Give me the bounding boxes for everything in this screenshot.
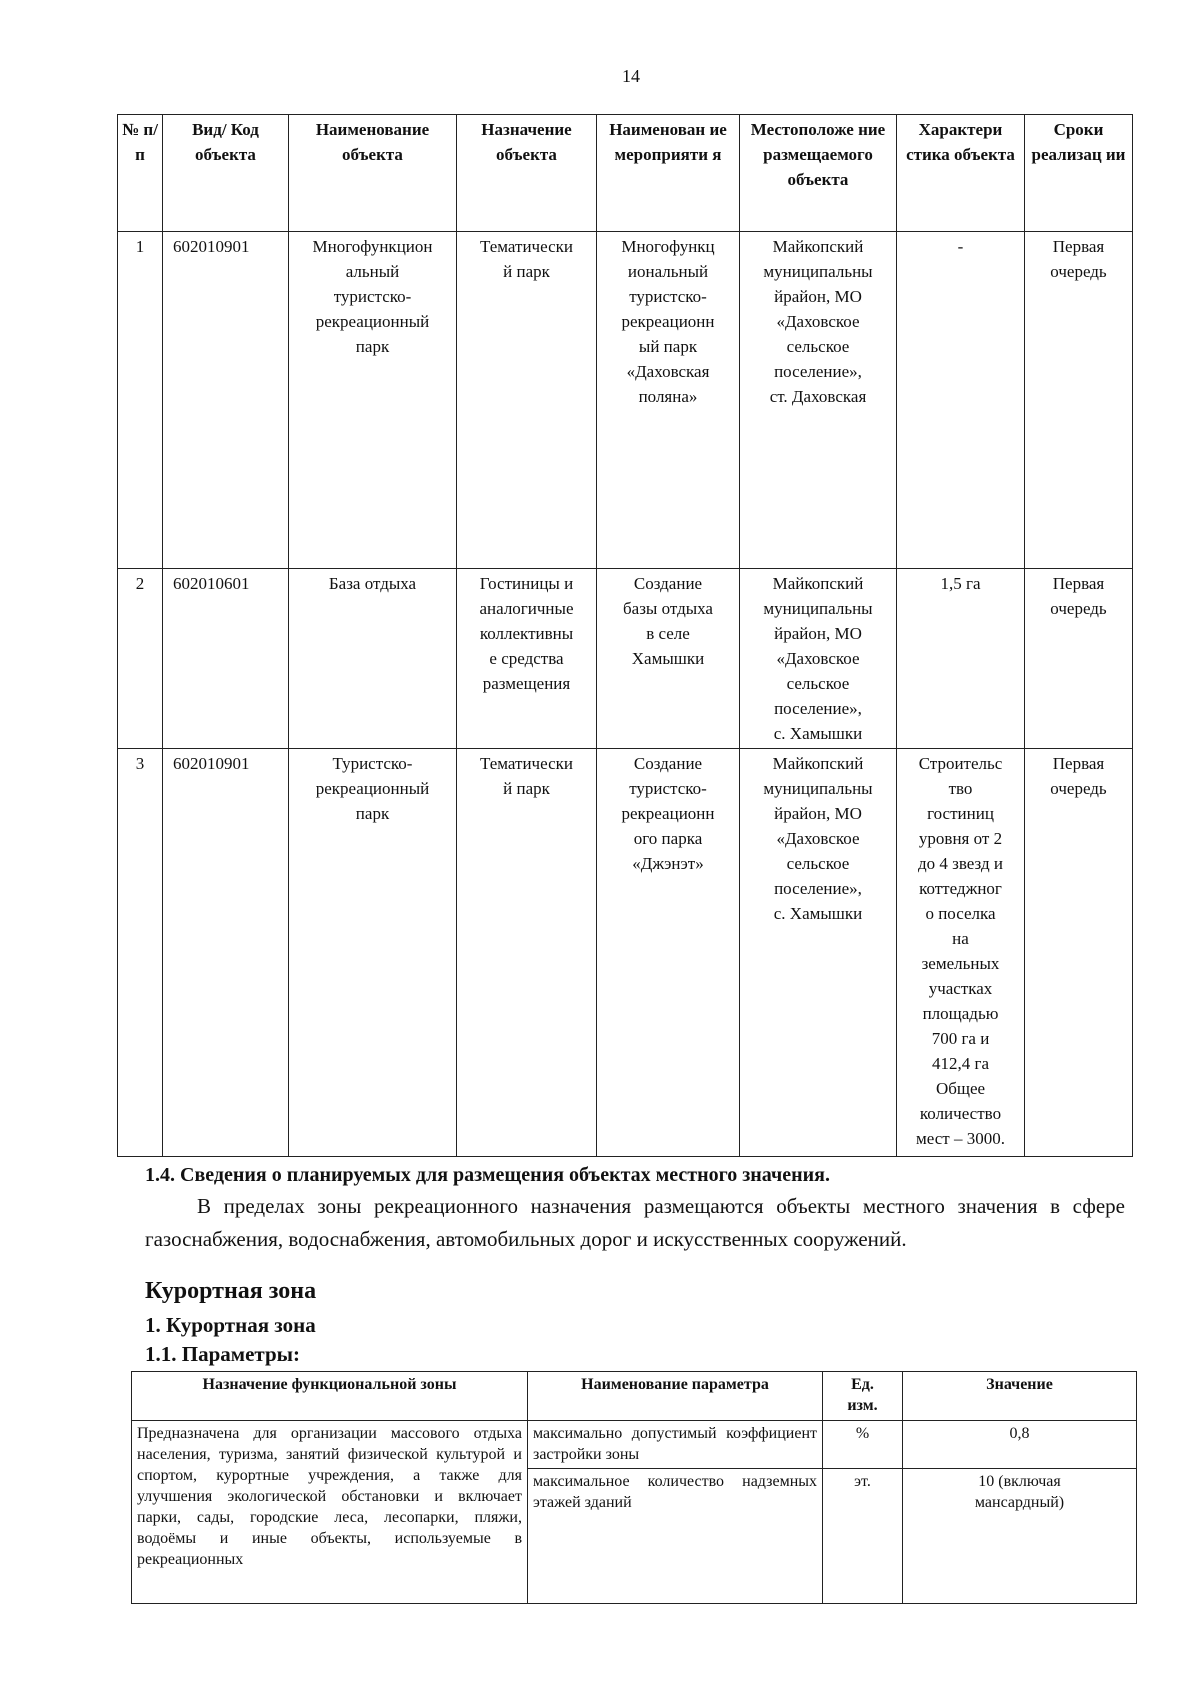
parameter-value: 10 (включая мансардный) (903, 1469, 1137, 1604)
table-row (118, 749, 1133, 1157)
column-header: Местоположе ние размещаемого объекта (740, 115, 897, 232)
column-header: Наименование объекта (289, 115, 457, 232)
row-number: 3 (118, 749, 163, 1157)
object-name: База отдыха (289, 569, 457, 749)
implementation-term: Первая очередь (1025, 232, 1133, 569)
object-purpose: Гостиницы и аналогичные коллективны е средства размещения (457, 569, 597, 749)
measure-name: Создание базы отдыха в селе Хамышки (597, 569, 740, 749)
row-number: 2 (118, 569, 163, 749)
implementation-term: Первая очередь (1025, 569, 1133, 749)
parameters-table (131, 1371, 1137, 1604)
measure-name: Многофункц иональный туристско- рекреационн ый парк «Даховская поляна» (597, 232, 740, 569)
object-location: Майкопский муниципальны йрайон, МО «Даховское сельское поселение», ст. Даховская (740, 232, 897, 569)
column-header: № п/п (118, 115, 163, 232)
object-code: 602010601 (163, 569, 289, 749)
parameter-name: максимально допустимый коэффициент застройки зоны (528, 1421, 823, 1469)
table-header-row (118, 115, 1133, 232)
column-header: Наименован ие мероприяти я (597, 115, 740, 232)
object-purpose: Тематически й парк (457, 749, 597, 1157)
table-row (118, 569, 1133, 749)
table-row (132, 1421, 1137, 1469)
column-header: Назначение объекта (457, 115, 597, 232)
object-characteristic: - (897, 232, 1025, 569)
measure-name: Создание туристско- рекреационн ого парка «Джэнэт» (597, 749, 740, 1157)
parameters-heading: 1.1. Параметры: (145, 1342, 301, 1366)
object-name: Туристско- рекреационный парк (289, 749, 457, 1157)
object-name: Многофункцион альный туристско- рекреационный парк (289, 232, 457, 569)
column-header: Характери стика объекта (897, 115, 1025, 232)
zone-subtitle: 1. Курортная зона (145, 1313, 316, 1337)
planned-objects-table (117, 114, 1133, 1157)
page-number: 14 (622, 66, 640, 86)
parameter-unit: % (823, 1421, 903, 1469)
implementation-term: Первая очередь (1025, 749, 1133, 1157)
zone-purpose-cell: Предназначена для организации массового отдыха населения, туризма, занятий физической культурой и спортом, курортные учреждения, а также для улучшения экологической обстановки и включает парки, сады, городские леса, лесопарки, пляжи, водоёмы и иные объекты, используемые в рекреационных (132, 1421, 528, 1604)
column-header: Ед. изм. (823, 1372, 903, 1421)
column-header: Значение (903, 1372, 1137, 1421)
section-paragraph: В пределах зоны рекреационного назначения размещаются объекты местного значения в сфере газоснабжения, водоснабжения, автомобильных дорог и искусственных сооружений. (145, 1194, 1125, 1251)
object-location: Майкопский муниципальны йрайон, МО «Даховское сельское поселение», с. Хамышки (740, 749, 897, 1157)
column-header: Вид/ Код объекта (163, 115, 289, 232)
object-characteristic: Строительс тво гостиниц уровня от 2 до 4 звезд и коттеджног о поселка на земельных участках площадью 700 га и 412,4 га Общее количество мест – 3000. (897, 749, 1025, 1157)
table-header-row (132, 1372, 1137, 1421)
row-number: 1 (118, 232, 163, 569)
parameter-value: 0,8 (903, 1421, 1137, 1469)
object-location: Майкопский муниципальны йрайон, МО «Даховское сельское поселение», с. Хамышки (740, 569, 897, 749)
column-header: Назначение функциональной зоны (132, 1372, 528, 1421)
zone-title: Курортная зона (145, 1278, 317, 1304)
parameter-name: максимальное количество надземных этажей зданий (528, 1469, 823, 1604)
parameter-unit: эт. (823, 1469, 903, 1604)
object-code: 602010901 (163, 749, 289, 1157)
object-characteristic: 1,5 га (897, 569, 1025, 749)
table-row (118, 232, 1133, 569)
object-purpose: Тематически й парк (457, 232, 597, 569)
column-header: Наименование параметра (528, 1372, 823, 1421)
column-header: Сроки реализац ии (1025, 115, 1133, 232)
section-heading: 1.4. Сведения о планируемых для размещения объектах местного значения. (145, 1164, 830, 1186)
object-code: 602010901 (163, 232, 289, 569)
